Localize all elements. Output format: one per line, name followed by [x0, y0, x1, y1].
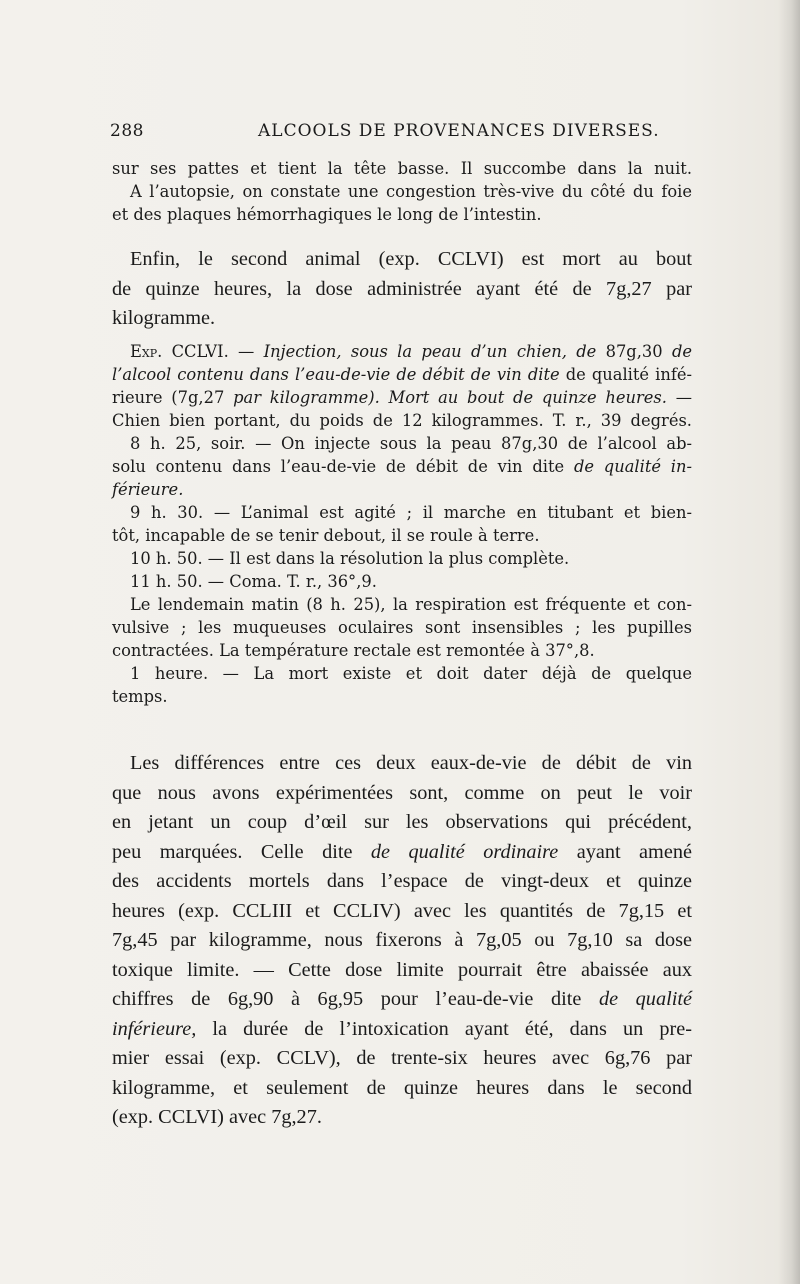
text-line: des accidents mortels dans l’espace de vingt-deux et quinze	[112, 870, 692, 892]
text-fragment: l’alcool contenu dans l’eau-de-vie de débit de vin dite	[112, 365, 560, 384]
text-line: 10 h. 50. — Il est dans la résolution la plus complète.	[130, 549, 570, 568]
text-line: Les différences entre ces deux eaux-de-vie de débit de vin	[130, 752, 692, 774]
text-line: sur ses pattes et tient la tête basse. Il succombe dans la nuit.	[112, 159, 692, 178]
text-fragment: solu contenu dans l’eau-de-vie de débit de vin dite	[112, 457, 565, 476]
text-fragment: de qualité infé-	[559, 365, 692, 384]
text-fragment: peu marquées. Celle dite	[112, 840, 353, 863]
text-line: A l’autopsie, on constate une congestion très-vive du côté du foie	[130, 182, 692, 201]
text-fragment: de qualité ordinaire	[370, 840, 559, 863]
experiment-title: Injection, sous la peau d’un chien, de	[263, 342, 606, 361]
running-title: ALCOOLS DE PROVENANCES DIVERSES.	[258, 121, 660, 141]
text-line: toxique limite. — Cette dose limite pourrait être abaissée aux	[112, 958, 692, 981]
page-number: 288	[110, 121, 144, 141]
text-fragment: férieure.	[112, 480, 184, 499]
text-line: 7g,45 par kilogramme, nous fixerons à 7g,05 ou 7g,10 sa dose	[112, 929, 692, 951]
paragraph-autopsy	[112, 157, 692, 226]
text-line: Le lendemain matin (8 h. 25), la respiration est fréquente et con-	[130, 595, 692, 614]
text-line	[112, 386, 692, 409]
experiment-label: Exp. CCLVI. —	[130, 342, 264, 361]
text-line	[112, 455, 692, 478]
text-fragment: inférieure,	[112, 1017, 197, 1040]
experiment-report	[112, 340, 692, 708]
text-fragment: 7g,27	[177, 388, 225, 407]
text-line: (exp. CCLVI) avec 7g,27.	[112, 1106, 322, 1128]
page-header	[110, 121, 690, 145]
text-line: 1 heure. — La mort existe et doit dater déjà de quelque	[130, 664, 692, 683]
text-line: et des plaques hémorrhagiques le long de l’intestin.	[112, 205, 542, 224]
text-fragment: ayant amené	[576, 840, 692, 863]
text-line: vulsive ; les muqueuses oculaires sont insensibles ; les pupilles	[112, 618, 692, 637]
experiment-dose: 87g,30	[605, 342, 663, 361]
text-fragment: la durée de l’intoxication ayant été, dans un pre-	[196, 1017, 692, 1040]
text-line: heures (exp. CCLIII et CCLIV) avec les quantités de 7g,15 et	[112, 899, 692, 922]
text-line: temps.	[112, 687, 168, 706]
text-fragment: —	[666, 388, 692, 407]
text-line: contractées. La température rectale est remontée à 37°,8.	[112, 641, 595, 660]
text-line	[112, 478, 692, 501]
text-line	[112, 363, 692, 386]
text-line: kilogramme.	[112, 307, 216, 329]
page-edge-shadow	[778, 0, 800, 1284]
experiment-heading-line	[112, 340, 692, 363]
text-fragment: de qualité	[598, 988, 692, 1010]
text-line: que nous avons expérimentées sont, comme on peut le voir	[112, 781, 692, 804]
text-line: 9 h. 30. — L’animal est agité ; il marche en titubant et bien-	[130, 503, 692, 522]
text-line: kilogramme, et seulement de quinze heures dans le second	[112, 1076, 692, 1099]
text-fragment: par kilogramme). Mort au bout de quinze heures.	[224, 388, 667, 407]
text-line: en jetant un coup d’œil sur les observations qui précédent,	[112, 811, 692, 833]
text-line	[112, 1015, 692, 1045]
text-line: 11 h. 50. — Coma. T. r., 36°,9.	[130, 572, 377, 591]
text-line: de quinze heures, la dose administrée ayant été de 7g,27 par	[112, 277, 692, 300]
text-line: Chien bien portant, du poids de 12 kilogrammes. T. r., 39 degrés.	[112, 411, 692, 430]
text-line	[112, 985, 692, 1015]
paragraph-differences	[112, 749, 692, 1133]
text-line: tôt, incapable de se tenir debout, il se roule à terre.	[112, 526, 540, 545]
text-line: mier essai (exp. CCLV), de trente-six heures avec 6g,76 par	[112, 1047, 692, 1069]
text-line: Enfin, le second animal (exp. CCLVI) est mort au bout	[130, 248, 692, 270]
text-fragment: rieure (	[112, 388, 178, 407]
text-fragment: chiffres de 6g,90 à 6g,95 pour l’eau-de-vie dite	[112, 988, 582, 1010]
paragraph-second-animal	[112, 245, 692, 334]
text-line: 8 h. 25, soir. — On injecte sous la peau 87g,30 de l’alcool ab-	[130, 434, 692, 453]
text-fragment: de qualité in-	[573, 457, 692, 476]
experiment-title-end: de	[662, 342, 692, 361]
text-line	[112, 838, 692, 868]
